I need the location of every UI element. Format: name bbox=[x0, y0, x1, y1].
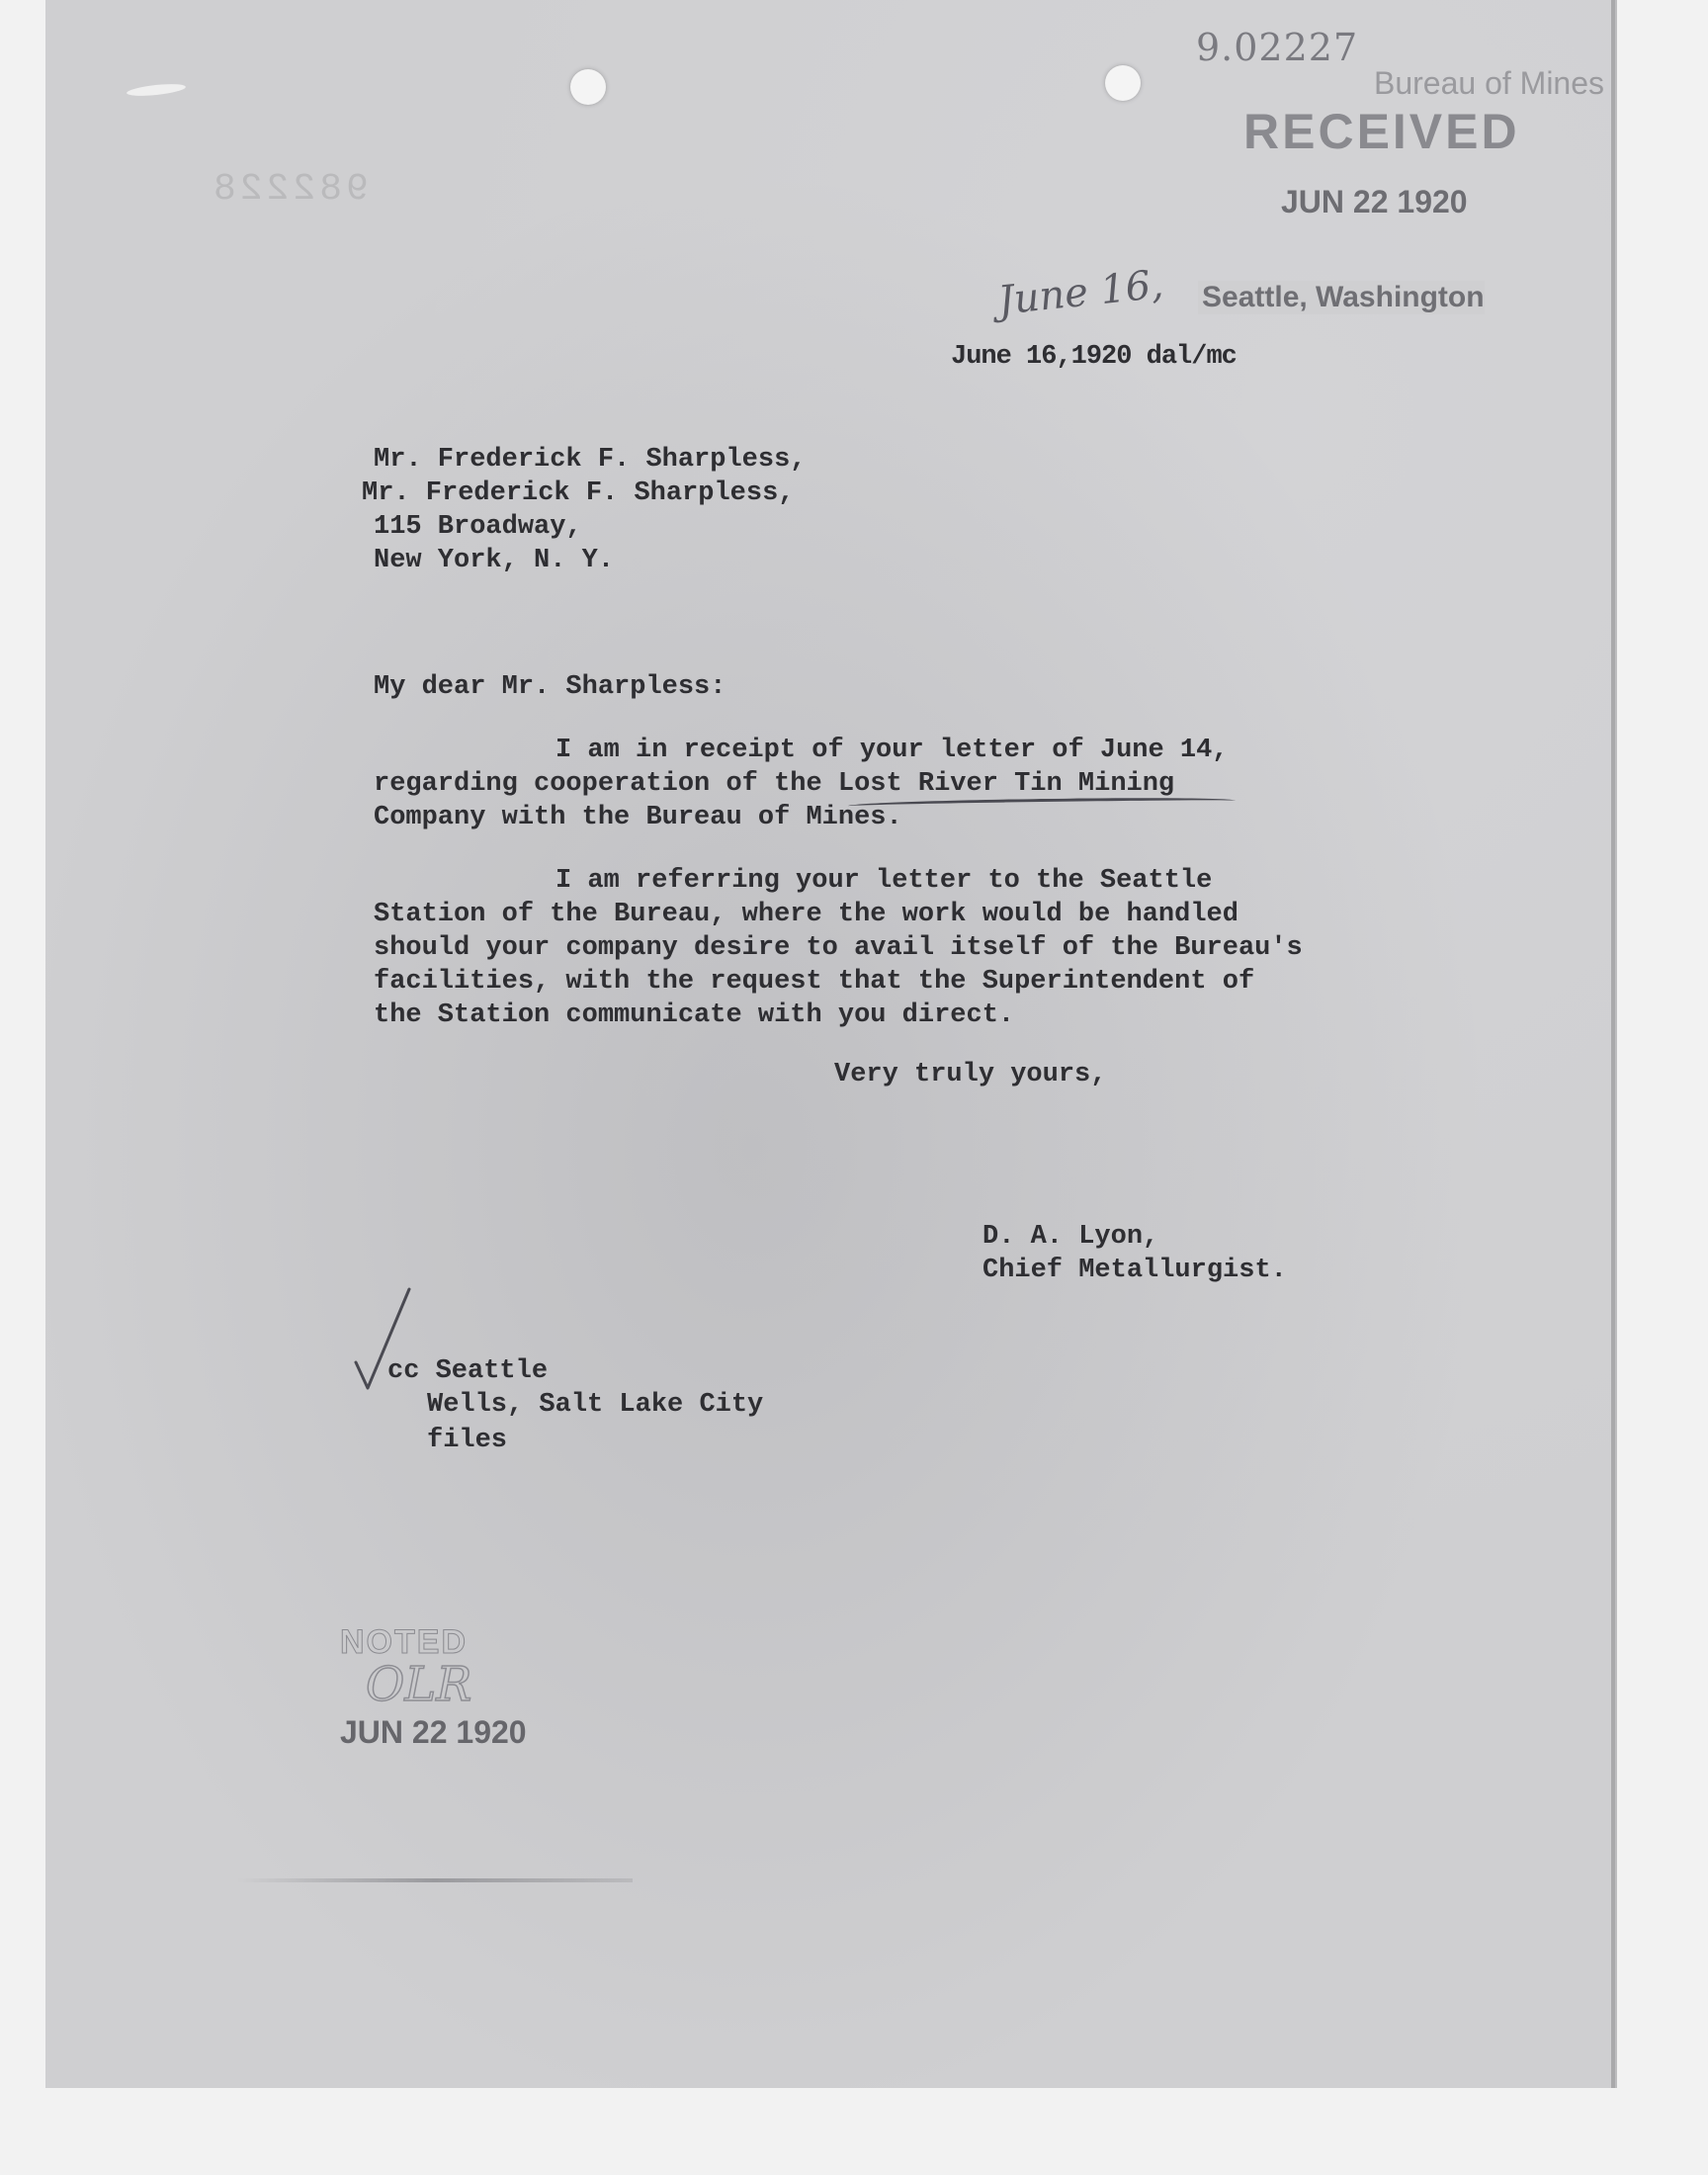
handwritten-date: June 16, bbox=[995, 261, 1166, 324]
signature-title: Chief Metallurgist. bbox=[982, 1256, 1287, 1285]
address-line: Mr. Frederick F. Sharpless, bbox=[374, 445, 807, 475]
smudge-mark bbox=[237, 1878, 633, 1882]
signature-name: D. A. Lyon, bbox=[982, 1222, 1159, 1252]
paragraph-line: facilities, with the request that the Superintendent of bbox=[374, 967, 1255, 997]
address-line: New York, N. Y. bbox=[374, 546, 615, 575]
file-number-stamp: 9.02227 bbox=[1196, 26, 1359, 69]
paragraph-line: regarding cooperation of the Lost River Tin Mining bbox=[374, 769, 1175, 799]
bureau-stamp: Bureau of Mines bbox=[1374, 65, 1605, 101]
noted-stamp-label: NOTED bbox=[340, 1623, 468, 1661]
bleed-through-number: 982228 bbox=[210, 168, 369, 211]
address-line: 115 Broadway, bbox=[374, 512, 582, 542]
paragraph-line: Company with the Bureau of Mines. bbox=[374, 803, 902, 832]
noted-stamp bbox=[340, 1623, 538, 1762]
date-reference-line: June 16,1920 dal/mc bbox=[951, 342, 1237, 372]
punch-hole bbox=[570, 69, 606, 105]
paragraph-line: the Station communicate with you direct. bbox=[374, 1000, 1015, 1030]
paragraph-line: I am referring your letter to the Seattle bbox=[555, 866, 1213, 896]
received-stamp: RECEIVED bbox=[1243, 104, 1520, 159]
closing: Very truly yours, bbox=[834, 1060, 1107, 1089]
paragraph-line: should your company desire to avail itself of the Bureau's bbox=[374, 933, 1303, 963]
paragraph-line: Station of the Bureau, where the work would be handled bbox=[374, 900, 1238, 929]
salutation: My dear Mr. Sharpless: bbox=[374, 672, 726, 702]
paragraph-line: I am in receipt of your letter of June 14, bbox=[555, 736, 1229, 765]
noted-stamp-initials: OLR bbox=[366, 1657, 472, 1712]
page-edge bbox=[1611, 0, 1615, 2088]
cc-line: files bbox=[427, 1426, 508, 1455]
noted-stamp-date: JUN 22 1920 bbox=[340, 1714, 527, 1750]
letter-place: Seattle, Washington bbox=[1198, 281, 1485, 314]
cc-line: cc Seattle bbox=[387, 1356, 549, 1386]
received-date-stamp: JUN 22 1920 bbox=[1281, 184, 1468, 219]
cc-line: Wells, Salt Lake City bbox=[427, 1390, 764, 1420]
punch-hole bbox=[1105, 65, 1141, 101]
address-line: Mr. Frederick F. Sharpless, bbox=[362, 478, 795, 508]
